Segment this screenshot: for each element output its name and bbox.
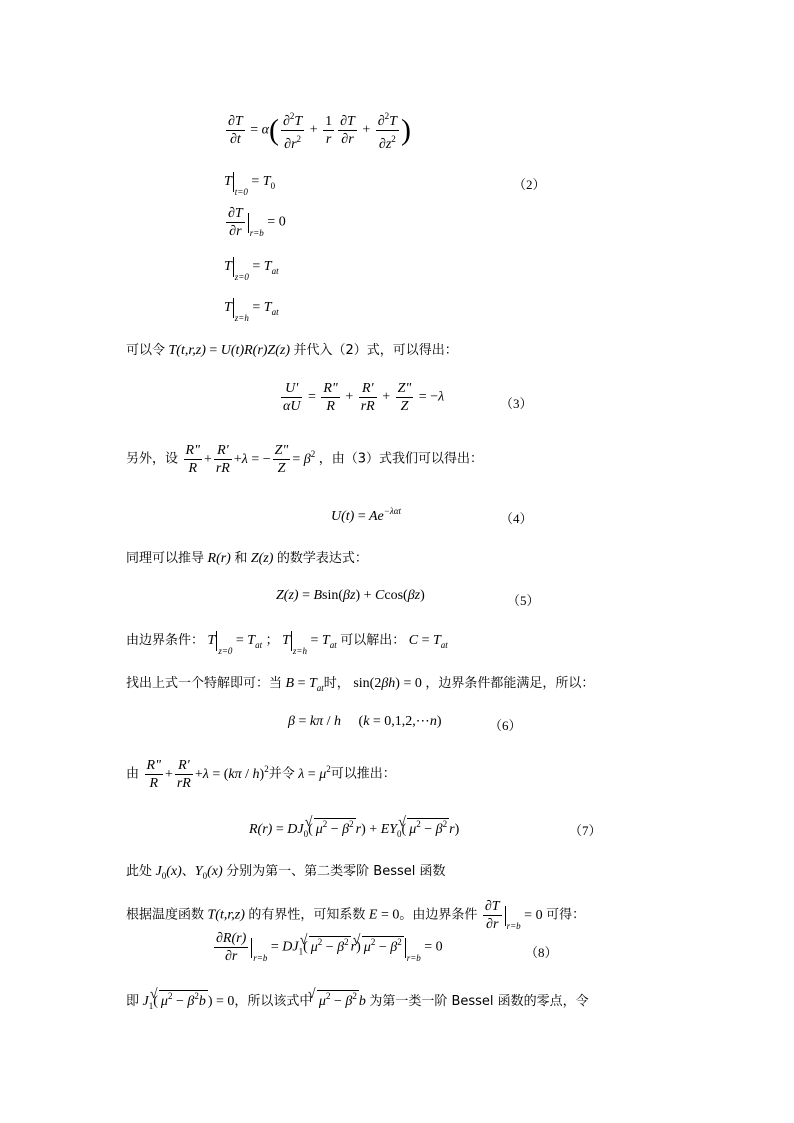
paragraph-special-solution: 找出上式一个特解即可：当 $B = T_{at}$时， sin(2βh) = 0 ，边界条件都能满足，所以：	[126, 676, 595, 693]
equation-4: $U(t) = Ae^{-\lambda\alpha t}$	[331, 506, 401, 524]
equation-5: Z(z) = Bsin(βz) + Ccos(βz)	[276, 588, 425, 603]
paragraph-zeros: 即 $J_1(√$ $\mu^2 - \beta^2b$ ) = 0，所以该式中 √ $\mu^2 - \beta^2$ b 为第一类一阶 Bessel 函数的零点，令	[126, 990, 589, 1011]
equation-8: $\frac{\partial R(r)}{\partial r}$ $_{r=b} = DJ_1(√$ $\mu^2 - \beta^2$ r)√ $\mu^2 - \beta^2_{r=b} = 0$	[212, 930, 443, 965]
equation-number-4: （4）	[500, 511, 533, 526]
equation-number-3: （3）	[500, 396, 533, 411]
equation-number-5: （5）	[507, 593, 540, 608]
paragraph-bounded: 根据温度函数 T(t,r,z) 的有界性，可知系数 E = 0。由边界条件 $\frac{\partial T}{\partial r}$ $_{r=b}$ = 0 可得：	[126, 899, 586, 932]
paragraph-separation: 可以令 T(t,r,z) = U(t)R(r)Z(z) 并代入（2）式，可以得出：	[126, 343, 458, 358]
boundary-condition-zh: $T_{z=h} = T_{at}$	[224, 298, 279, 318]
equation-7: $R(r) = DJ_0(√$ $\mu^2 - \beta^2$ $r) + EY_0(√$ $\mu^2 - \beta^2$ r)	[249, 818, 459, 839]
paragraph-bessel: 此处 $J_0(x)$、$Y_0(x)$ 分别为第一、第二类零阶 Bessel 函数	[126, 864, 446, 881]
initial-condition: $T_{t=0} = T_0$	[224, 172, 275, 192]
equation-number-6: （6）	[489, 718, 522, 733]
pde-equation: $\frac{\partial T}{\partial t}$ = α( $\frac{\partial^2T}{\partial r^2}$ + $\frac{1}{r}$ $\frac{\partial T}{\partial r}$ + $\frac{\partial^2T}{\partial z^2}$ )	[224, 108, 411, 153]
paragraph-lambda: 由 $\frac{R"}{R}$ + $\frac{R'}{rR}$ +λ = (kπ / h)$^2$并令 $\lambda = \mu^2$可以推出：	[126, 758, 396, 791]
equation-number-7: （7）	[569, 823, 602, 838]
paragraph-assumption: 另外，设 $\frac{R"}{R}$ + $\frac{R'}{rR}$ +λ = − $\frac{Z"}{Z}$ = $\beta^2$ ，由（3）式我们可以得出：	[126, 443, 483, 476]
boundary-condition-z0: $T_{z=0} = T_{at}$	[224, 257, 279, 277]
boundary-condition-r: $\frac{\partial T}{\partial r}$ $_{r=b}$ = 0	[228, 206, 286, 239]
paragraph-boundary: 由边界条件： $T_{z=0} = T_{at}$ ； $T_{z=h} = T_{at}$ 可以解出： $C = T_{at}$	[126, 629, 448, 651]
equation-6: β = kπ / h (k = 0,1,2,⋯n)	[288, 714, 442, 729]
equation-number-2: （2）	[513, 177, 546, 192]
paragraph-derive: 同理可以推导 R(r) 和 Z(z) 的数学表达式：	[126, 551, 368, 566]
equation-3: $\frac{U'}{\alpha U}$ = $\frac{R"}{R}$ + $\frac{R'}{rR}$ + $\frac{Z"}{Z}$ = −λ	[283, 381, 445, 414]
equation-number-8: （8）	[525, 945, 558, 960]
